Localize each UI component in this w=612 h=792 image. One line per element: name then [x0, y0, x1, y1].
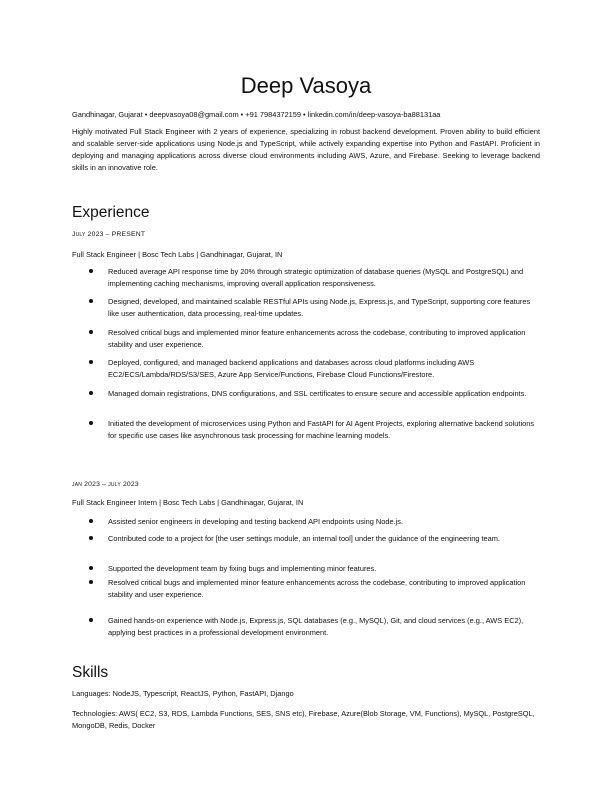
bullet-text: Supported the development team by fixing bugs and implementing minor features.: [108, 564, 377, 573]
bullet-icon: [89, 421, 93, 425]
candidate-name: Deep Vasoya: [240, 73, 372, 98]
bullet-icon: [89, 299, 93, 303]
bullet-icon: [89, 519, 93, 523]
summary-paragraph: Highly motivated Full Stack Engineer with 2 years of experience, specializing in robust backend development. Proven ability to build efficient and scalable server-side applications using Node.js and TypeScript, while actively expanding expertise into Python and FastAPI. Proficient in deploying and managing applications across diverse cloud environments including AWS, Azure, and Firebase. Seeking to leverage backend skills in an innovative role.: [72, 127, 540, 172]
bullet-text: Gained hands-on experience with Node.js, Express.js, SQL databases (e.g., MySQL), Git, and cloud services (e.g., AWS EC2), applying best practices in a professional development environment.: [108, 616, 524, 637]
contact-line: Gandhinagar, Gujarat • deepvasoya08@gmail.com • +91 7984372159 • linkedin.com/in/deep-vasoya-ba88131aa: [72, 110, 441, 119]
bullet-icon: [89, 580, 93, 584]
bullet-text: Designed, developed, and maintained scalable RESTful APIs using Node.js, Express.js, and TypeScript, supporting core features like user authentication, data processing, real-time updates.: [108, 297, 531, 318]
job-date: July 2023 – PRESENT: [72, 231, 146, 238]
bullet-text: Resolved critical bugs and implemented minor feature enhancements across the codebase, contributing to improved application stability and user experience.: [108, 328, 526, 349]
skills-languages: Languages: NodeJS, Typescript, ReactJS, Python, FastAPI, Django: [72, 689, 294, 698]
bullet-text: Contributed code to a project for [the user settings module, an internal tool] under the guidance of the engineering team.: [108, 534, 500, 543]
bullet-text: Reduced average API response time by 20% through strategic optimization of database queries (MySQL and PostgreSQL) and implementing caching mechanisms, improving overall application responsiveness.: [108, 267, 524, 288]
bullet-text: Deployed, configured, and managed backend applications and databases across cloud platforms including AWS EC2/ECS/Lambda/RDS/S3/SES, Azure App Service/Functions, Firebase Cloud Functions/Firestore.: [108, 358, 475, 379]
bullet-icon: [89, 269, 93, 273]
job-role: Full Stack Engineer Intern | Bosc Tech Labs | Gandhinagar, Gujarat, IN: [72, 498, 304, 507]
bullet-icon: [89, 360, 93, 364]
job-date: jan 2023 – july 2023: [72, 481, 139, 488]
job-role: Full Stack Engineer | Bosc Tech Labs | Gandhinagar, Gujarat, IN: [72, 250, 283, 259]
skills-technologies: Technologies: AWS( EC2, S3, RDS, Lambda Functions, SES, SNS etc), Firebase, Azure(Blob Storage, VM, Functions), MySQL, PostgreSQL, MongoDB, Redis, Docker: [72, 709, 535, 730]
bullet-text: Assisted senior engineers in developing and testing backend API endpoints using Node.js.: [108, 517, 403, 526]
bullet-text: Initiated the development of microservices using Python and FastAPI for AI Agent Projects, exploring alternative backend solutions for specific use cases like asynchronous task processing for machine learning models.: [108, 419, 535, 440]
bullet-text: Managed domain registrations, DNS configurations, and SSL certificates to ensure secure and accessible application endpoints.: [108, 389, 527, 398]
bullet-icon: [89, 391, 93, 395]
bullet-icon: [89, 566, 93, 570]
bullet-text: Resolved critical bugs and implemented minor feature enhancements across the codebase, contributing to improved application stability and user experience.: [108, 578, 526, 599]
bullet-icon: [89, 330, 93, 334]
bullet-icon: [89, 618, 93, 622]
experience-heading: Experience: [72, 204, 150, 221]
skills-heading: Skills: [72, 664, 109, 681]
bullet-icon: [89, 536, 93, 540]
